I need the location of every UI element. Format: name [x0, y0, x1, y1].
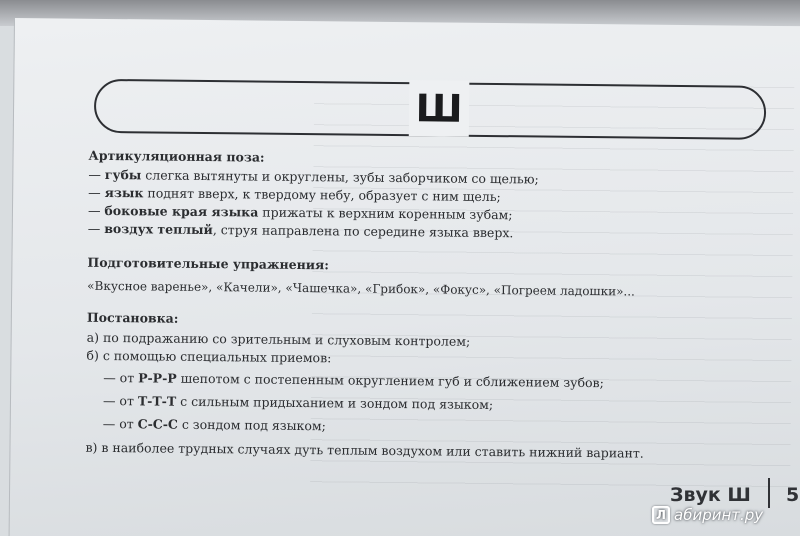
term: Р-Р-Р — [138, 370, 177, 386]
item-text: слегка вытянуты и округлены, зубы заборчиком со щелью; — [141, 167, 539, 187]
dash: — — [102, 392, 116, 409]
watermark-text: абиринт.ру — [674, 506, 764, 524]
watermark — [652, 506, 763, 524]
term: губы — [104, 166, 142, 183]
prefix: от — [119, 393, 138, 409]
setup-subitem — [103, 369, 604, 392]
term: воздух теплый — [104, 220, 213, 238]
item-text: с зондом под языком; — [177, 416, 326, 434]
dash: — — [103, 369, 116, 386]
term: Т-Т-Т — [137, 393, 177, 409]
prefix: от — [119, 370, 139, 386]
item-text: с помощью специальных приемов: — [102, 347, 332, 366]
page-number-fragment: 5 — [786, 484, 800, 506]
marker: в) — [85, 439, 98, 455]
item-text: , струя направлена по середине языка вверх. — [212, 222, 514, 241]
item-text: с сильным придыханием и зондом под языком; — [176, 393, 494, 413]
item-text: в наиболее трудных случаях дуть теплым воздухом или ставить нижний вариант. — [101, 439, 644, 461]
dash: — — [87, 220, 101, 236]
prefix: от — [119, 416, 138, 432]
setup-subitem — [103, 392, 493, 414]
articulation-item — [88, 220, 514, 242]
item-text: прижаты к верхним коренным зубам; — [258, 204, 513, 223]
footer-sound-label: Звук Ш — [670, 484, 751, 506]
page-letter: Ш — [409, 80, 470, 137]
dash: — — [102, 415, 116, 432]
item-text: по подражанию со зрительным и слуховым контролем; — [102, 329, 471, 349]
setup-title: Постановка: — [86, 309, 179, 326]
preparatory-title: Подготовительные упражнения: — [87, 254, 329, 273]
term: С-С-С — [137, 416, 178, 432]
preparatory-text: «Вкусное варенье», «Качели», «Чашечка», «Грибок», «Фокус», «Погреем ладошки»... — [87, 278, 635, 299]
dash: — — [88, 184, 101, 200]
marker: б) — [86, 347, 99, 363]
item-text: шепотом с постепенным округлением губ и сближением зубов; — [176, 370, 604, 391]
dash: — — [87, 202, 101, 218]
term: язык — [104, 184, 144, 201]
footer-divider — [768, 478, 770, 508]
marker: а) — [86, 329, 100, 345]
book-page — [8, 18, 800, 536]
dash: — — [88, 166, 101, 182]
setup-subitem — [103, 415, 326, 435]
articulation-title: Артикуляционная поза: — [88, 147, 265, 165]
watermark-logo-icon: Л — [652, 506, 670, 524]
term: боковые края языка — [104, 202, 259, 220]
setup-item-b — [86, 347, 331, 368]
item-text: поднят вверх, к твердому небу, образует с ним щель; — [143, 185, 501, 205]
